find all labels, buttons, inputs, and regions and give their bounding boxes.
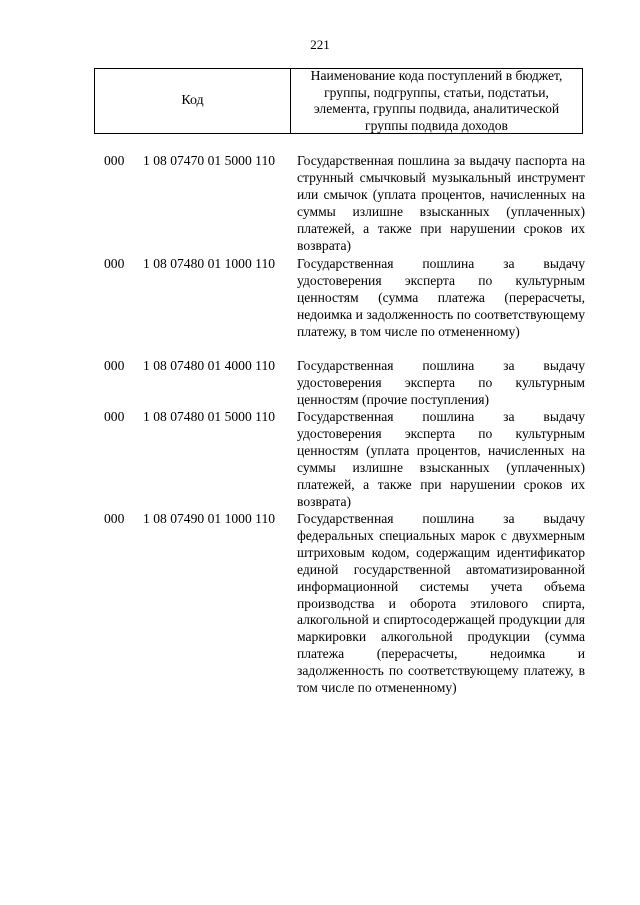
header-code-cell: Код <box>95 69 291 133</box>
table-row <box>0 153 640 256</box>
table-row <box>0 358 640 409</box>
admin-code: 000 <box>104 358 125 373</box>
admin-code: 000 <box>104 256 125 271</box>
revenue-description: Государственная пошлина за выдачу паспорта на струнный смычковый музыкальный инструмент или смычок (уплата процентов, начисленных на суммы излишне взысканных (уплаченных) платежей, а также при нарушении сроков их возврата) <box>297 153 585 253</box>
table-header <box>94 68 583 134</box>
revenue-description: Государственная пошлина за выдачу федеральных специальных марок с двухмерным штриховым кодом, содержащим идентификатор единой государственной автоматизированной информационной системы учета объема производства и оборота этилового спирта, алкогольной и спиртосодержащей продукции для маркировки алкогольной продукции (сумма платежа (перерасчеты, недоимка и задолженность по соответствующему платежу, в том числе по отмененному) <box>297 511 585 696</box>
revenue-code: 1 08 07470 01 5000 110 <box>143 153 276 168</box>
table-row <box>0 511 640 697</box>
revenue-code: 1 08 07490 01 1000 110 <box>143 511 276 526</box>
page-number: 221 <box>310 37 330 52</box>
table-row <box>0 409 640 511</box>
revenue-description: Государственная пошлина за выдачу удостоверения эксперта по культурным ценностям (сумма платежа (перерасчеты, недоимка и задолженность по соответствующему платежу, в том числе по отмененному) <box>297 256 585 339</box>
revenue-code: 1 08 07480 01 1000 110 <box>143 256 276 271</box>
admin-code: 000 <box>104 409 125 424</box>
header-name-cell: Наименование кода поступлений в бюджет, группы, подгруппы, статьи, подстатьи, элемента, группы подвида, аналитической группы подвида доходов <box>310 68 563 133</box>
revenue-code: 1 08 07480 01 4000 110 <box>143 358 276 373</box>
admin-code: 000 <box>104 511 125 526</box>
table-body <box>0 153 640 697</box>
revenue-code: 1 08 07480 01 5000 110 <box>143 409 276 424</box>
revenue-description: Государственная пошлина за выдачу удостоверения эксперта по культурным ценностям (уплата процентов, начисленных на суммы излишне взысканных (уплаченных) платежей, а также при нарушении сроков их возврата) <box>297 409 585 509</box>
admin-code: 000 <box>104 153 125 168</box>
revenue-description: Государственная пошлина за выдачу удостоверения эксперта по культурным ценностям (прочие поступления) <box>297 358 585 407</box>
table-row <box>0 256 640 358</box>
